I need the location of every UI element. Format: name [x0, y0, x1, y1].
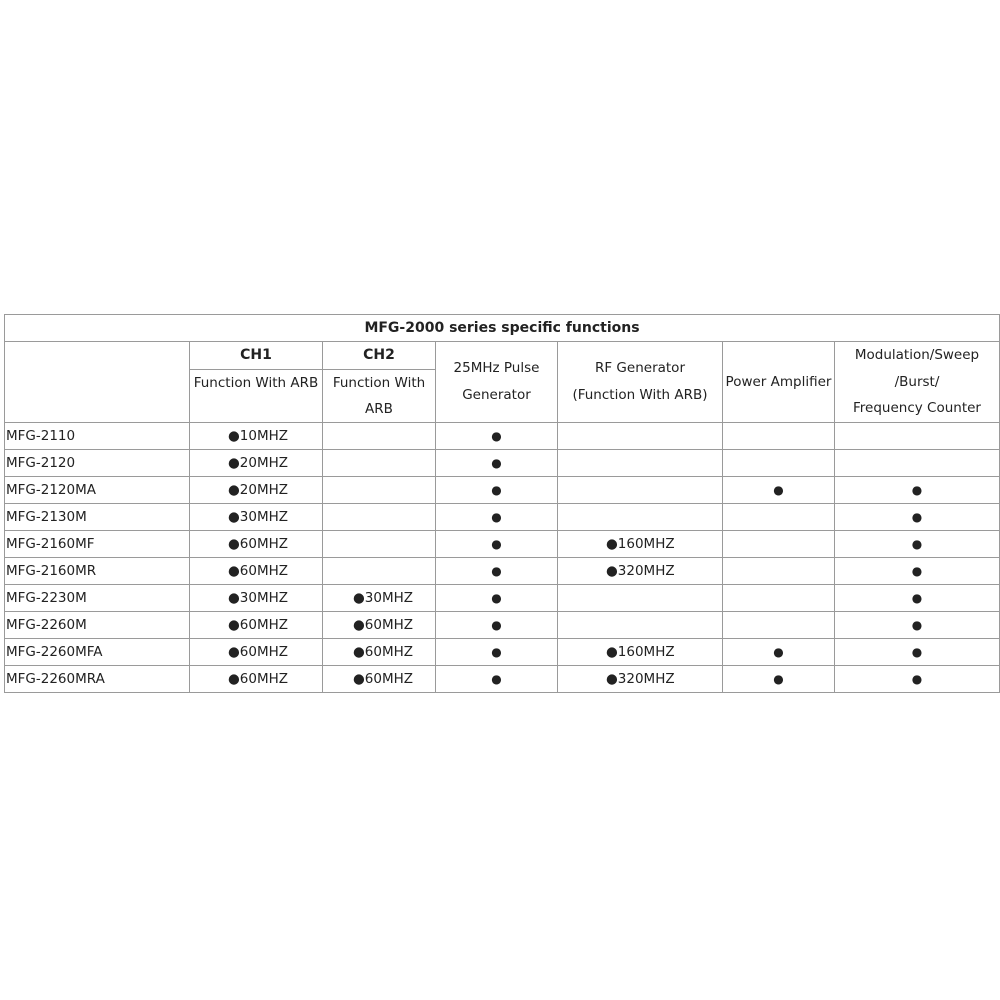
ch1-cell — [190, 665, 323, 692]
ch2-subheader — [323, 369, 436, 422]
rf-cell — [558, 422, 723, 449]
model-name: MFG-2260M — [5, 611, 190, 638]
rf-cell — [558, 611, 723, 638]
ch1-value: ●20MHZ — [228, 481, 289, 498]
power-amp-cell: ● — [723, 665, 835, 692]
rf-cell — [558, 584, 723, 611]
ch1-subheader-text: Function With ARB — [193, 374, 319, 391]
ch2-subheader-line1: Function With — [332, 374, 426, 391]
ch1-value: ●60MHZ — [228, 535, 289, 552]
pulse-cell: ● — [436, 665, 558, 692]
model-name: MFG-2110 — [5, 422, 190, 449]
ch1-value: ●60MHZ — [228, 616, 289, 633]
ch2-cell — [323, 422, 436, 449]
mod-cell: ● — [835, 638, 1000, 665]
power-amp-cell — [723, 422, 835, 449]
ch1-value: ●60MHZ — [228, 643, 289, 660]
rf-cell — [558, 449, 723, 476]
mod-cell — [835, 449, 1000, 476]
pulse-header-line1: 25MHz Pulse — [453, 360, 540, 377]
mod-cell: ● — [835, 584, 1000, 611]
mod-cell: ● — [835, 530, 1000, 557]
ch2-cell — [323, 476, 436, 503]
ch2-cell — [323, 449, 436, 476]
model-header-empty — [5, 342, 190, 423]
power-amp-cell — [723, 611, 835, 638]
ch2-header: CH2 — [323, 342, 436, 370]
power-amp-cell — [723, 449, 835, 476]
table-row — [5, 665, 1000, 692]
model-name: MFG-2230M — [5, 584, 190, 611]
pulse-header-line2: Generator — [462, 386, 531, 403]
model-name: MFG-2120 — [5, 449, 190, 476]
model-name: MFG-2260MRA — [5, 665, 190, 692]
pulse-cell: ● — [436, 503, 558, 530]
table-body — [5, 422, 1000, 692]
table-row — [5, 476, 1000, 503]
pulse-cell: ● — [436, 449, 558, 476]
mod-cell: ● — [835, 665, 1000, 692]
rf-cell — [558, 530, 723, 557]
rf-cell — [558, 557, 723, 584]
ch2-value: ●30MHZ — [353, 589, 414, 606]
pulse-cell: ● — [436, 530, 558, 557]
rf-header-line1: RF Generator — [595, 360, 685, 377]
ch1-cell — [190, 530, 323, 557]
ch1-value: ●60MHZ — [228, 670, 289, 687]
power-amp-cell: ● — [723, 638, 835, 665]
ch2-cell — [323, 530, 436, 557]
rf-header — [558, 342, 723, 423]
ch1-header: CH1 — [190, 342, 323, 370]
rf-cell — [558, 476, 723, 503]
power-amp-cell — [723, 530, 835, 557]
mod-cell: ● — [835, 503, 1000, 530]
pulse-header — [436, 342, 558, 423]
pulse-cell: ● — [436, 476, 558, 503]
pulse-cell: ● — [436, 611, 558, 638]
ch1-cell — [190, 557, 323, 584]
rf-value: ●320MHZ — [606, 670, 675, 687]
pulse-cell: ● — [436, 584, 558, 611]
mod-cell: ● — [835, 611, 1000, 638]
table-row — [5, 503, 1000, 530]
rf-value: ●320MHZ — [606, 562, 675, 579]
ch2-value: ●60MHZ — [353, 616, 414, 633]
table-row — [5, 611, 1000, 638]
ch1-value: ●60MHZ — [228, 562, 289, 579]
table-row — [5, 638, 1000, 665]
ch2-cell — [323, 584, 436, 611]
mod-header-line1: Modulation/Sweep — [854, 347, 980, 363]
pulse-cell: ● — [436, 557, 558, 584]
power-amp-cell — [723, 584, 835, 611]
ch1-cell — [190, 638, 323, 665]
rf-cell — [558, 503, 723, 530]
ch2-subheader-line2: ARB — [365, 400, 393, 417]
ch1-value: ●30MHZ — [228, 589, 289, 606]
ch1-cell — [190, 476, 323, 503]
ch2-cell — [323, 665, 436, 692]
ch2-cell — [323, 503, 436, 530]
rf-cell — [558, 665, 723, 692]
ch1-value: ●10MHZ — [228, 427, 289, 444]
header-row-top — [5, 342, 1000, 370]
mod-header — [835, 342, 1000, 423]
rf-cell — [558, 638, 723, 665]
ch2-value: ●60MHZ — [353, 643, 414, 660]
power-amp-cell — [723, 503, 835, 530]
mod-cell — [835, 422, 1000, 449]
model-name: MFG-2160MF — [5, 530, 190, 557]
pulse-cell: ● — [436, 422, 558, 449]
ch2-cell — [323, 557, 436, 584]
ch1-cell — [190, 422, 323, 449]
model-name: MFG-2260MFA — [5, 638, 190, 665]
table-row — [5, 584, 1000, 611]
mod-cell: ● — [835, 557, 1000, 584]
ch2-value: ●60MHZ — [353, 670, 414, 687]
ch1-cell — [190, 584, 323, 611]
ch1-cell — [190, 449, 323, 476]
table-row — [5, 449, 1000, 476]
power-amp-cell: ● — [723, 476, 835, 503]
ch2-cell — [323, 611, 436, 638]
mod-header-line3: Frequency Counter — [853, 400, 981, 416]
model-name: MFG-2130M — [5, 503, 190, 530]
rf-value: ●160MHZ — [606, 643, 675, 660]
spec-table — [4, 314, 1000, 693]
rf-header-line2: (Function With ARB) — [572, 386, 708, 403]
mod-header-line2: /Burst/ — [894, 373, 940, 390]
ch1-cell — [190, 611, 323, 638]
title-row — [5, 315, 1000, 342]
power-amp-cell — [723, 557, 835, 584]
ch1-value: ●30MHZ — [228, 508, 289, 525]
rf-value: ●160MHZ — [606, 535, 675, 552]
table-row — [5, 530, 1000, 557]
table-row — [5, 557, 1000, 584]
ch1-subheader — [190, 369, 323, 422]
pulse-cell: ● — [436, 638, 558, 665]
power-amp-header: Power Amplifier — [723, 342, 835, 423]
mod-cell: ● — [835, 476, 1000, 503]
model-name: MFG-2160MR — [5, 557, 190, 584]
ch1-value: ●20MHZ — [228, 454, 289, 471]
table-title: MFG-2000 series specific functions — [5, 315, 1000, 342]
table-row — [5, 422, 1000, 449]
ch1-cell — [190, 503, 323, 530]
model-name: MFG-2120MA — [5, 476, 190, 503]
ch2-cell — [323, 638, 436, 665]
